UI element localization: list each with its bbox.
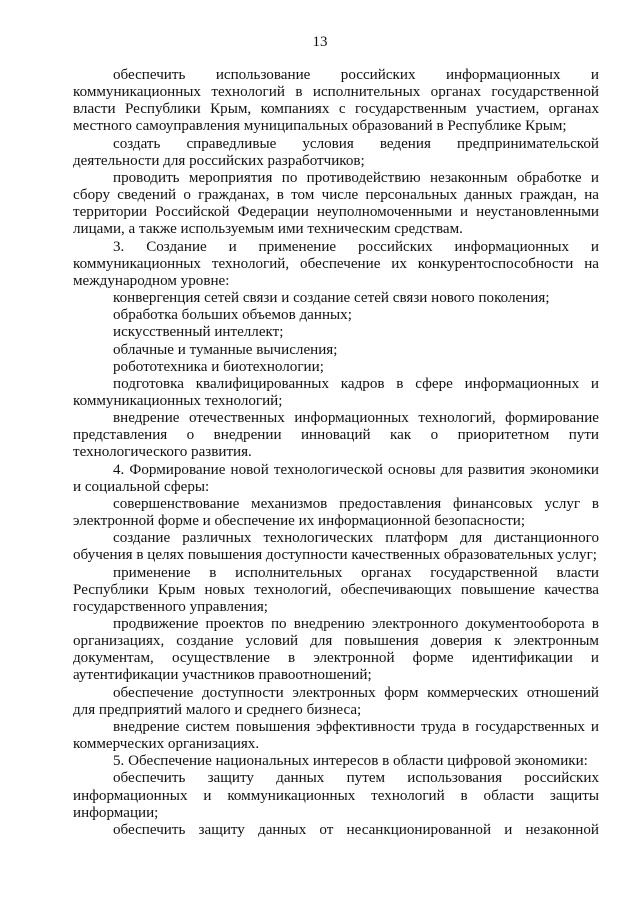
list-item-domestic-it: внедрение отечественных информационных технологий, формирование представления о внедрении инноваций как о приоритетном пути технологического развития. bbox=[73, 410, 599, 461]
list-item-labor-efficiency: внедрение систем повышения эффективности труда в государственных и коммерческих организациях. bbox=[73, 718, 599, 753]
list-item-big-data: обработка больших объемов данных; bbox=[113, 307, 352, 324]
list-item-data-protection: обеспечить защиту данных путем использования российских информационных и коммуникационных технологий в области защиты информации; bbox=[73, 770, 599, 821]
list-item-convergence: конвергенция сетей связи и создание сетей связи нового поколения; bbox=[113, 290, 550, 307]
paragraph-1: обеспечить использование российских информационных и коммуникационных технологий в исполнительных органах государственной власти Республики Крым, компаниях с государственным участием, органах местного самоуправления муниципальных образований в Республике Крым; bbox=[73, 67, 599, 135]
list-item-personnel: подготовка квалифицированных кадров в сфере информационных и коммуникационных технологий; bbox=[73, 375, 599, 409]
list-item-data-protection-unauthorized: обеспечить защиту данных от несанкционированной и незаконной bbox=[113, 821, 599, 838]
section-3-heading: 3. Создание и применение российских информационных и коммуникационных технологий, обеспечение их конкурентоспособности на международном уровне: bbox=[73, 238, 599, 289]
list-item-financial-services: совершенствование механизмов предоставления финансовых услуг в электронной форме и обеспечение их информационной безопасности; bbox=[73, 495, 599, 530]
list-item-cloud: облачные и туманные вычисления; bbox=[113, 341, 338, 358]
list-item-robotics: робототехника и биотехнологии; bbox=[113, 358, 324, 375]
list-item-ai: искусственный интеллект; bbox=[113, 324, 284, 341]
section-4-heading: 4. Формирование новой технологической основы для развития экономики и социальной сферы: bbox=[73, 461, 599, 495]
document-body bbox=[73, 67, 599, 839]
list-item-distance-learning: создание различных технологических платформ для дистанционного обучения в целях повышения доступности качественных образовательных услуг; bbox=[73, 530, 599, 564]
page-number: 13 bbox=[312, 34, 328, 50]
section-5-heading: 5. Обеспечение национальных интересов в области цифровой экономики: bbox=[113, 753, 588, 770]
paragraph-3: проводить мероприятия по противодействию незаконным обработке и сбору сведений о гражданах, в том числе персональных данных граждан, на территории Российской Федерации неуполномоченными и неустановленными лицами, а также используемым ими техническим средствам. bbox=[73, 169, 599, 238]
paragraph-2: создать справедливые условия ведения предпринимательской деятельности для российских разработчиков; bbox=[73, 135, 599, 169]
list-item-e-commerce: обеспечение доступности электронных форм коммерческих отношений для предприятий малого и среднего бизнеса; bbox=[73, 684, 599, 718]
list-item-new-technologies: применение в исполнительных органах государственной власти Республики Крым новых технологий, обеспечивающих повышение качества государственного управления; bbox=[73, 564, 599, 615]
list-item-e-document-flow: продвижение проектов по внедрению электронного документооборота в организациях, создание условий для повышения доверия к электронным документам, осуществление в электронной форме идентификации и аутентификации участников правоотношений; bbox=[73, 616, 599, 684]
